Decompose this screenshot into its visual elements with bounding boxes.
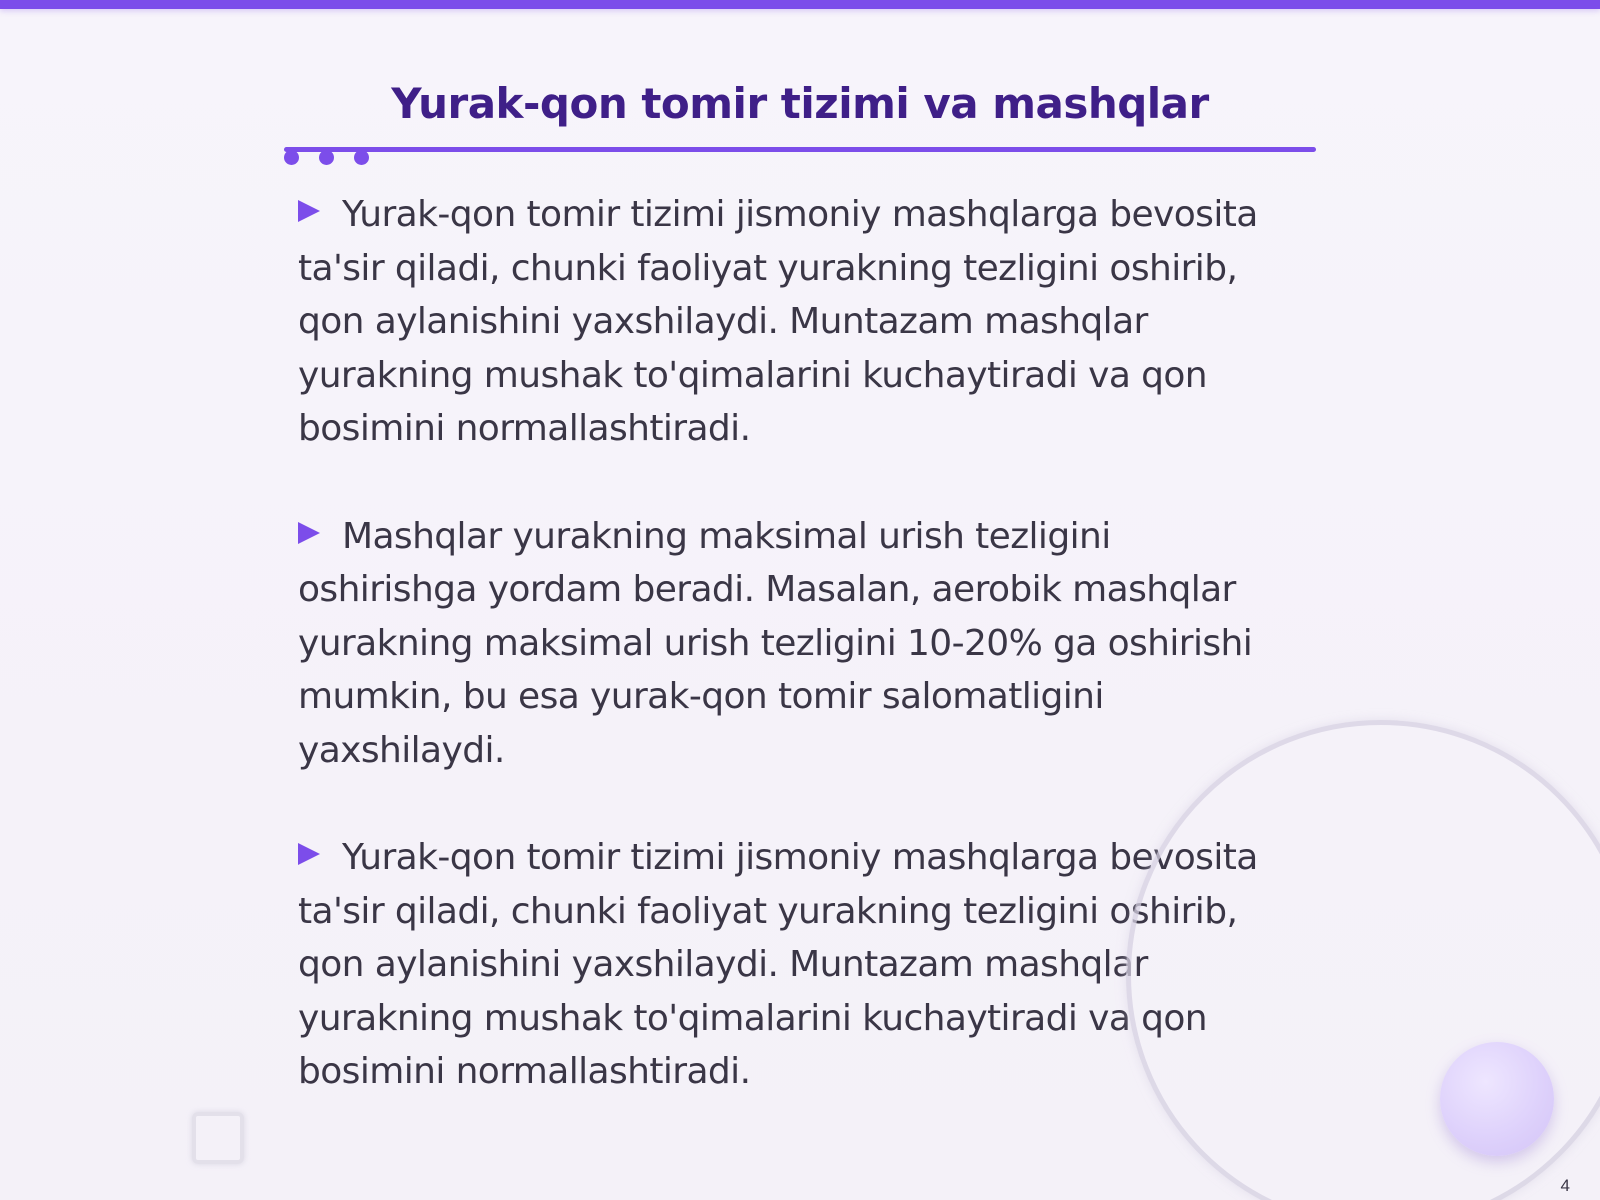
decorative-orb bbox=[1440, 1042, 1554, 1156]
triangle-right-icon bbox=[298, 522, 320, 544]
decorative-square bbox=[192, 1112, 244, 1164]
top-accent-bar bbox=[0, 0, 1600, 9]
dot-icon bbox=[319, 150, 334, 165]
bullet-text: Yurak-qon tomir tizimi jismoniy mashqlarga bevosita ta'sir qiladi, chunki faoliyat yurakning tezligini oshirib, qon aylanishini yaxshilaydi. Muntazam mashqlar yurakning mushak to'qimalarini kuchaytiradi va qon bosimini normallashtiradi. bbox=[298, 837, 1258, 1092]
triangle-right-icon bbox=[298, 200, 320, 222]
dot-icon bbox=[354, 150, 369, 165]
page-number: 4 bbox=[1560, 1176, 1570, 1195]
dot-icon bbox=[284, 150, 299, 165]
bullet-item bbox=[298, 510, 1298, 778]
bullet-text: Mashqlar yurakning maksimal urish tezligini oshirishga yordam beradi. Masalan, aerobik mashqlar yurakning maksimal urish tezligini 10-20% ga oshirishi mumkin, bu esa yurak-qon tomir salomatligini yaxshilaydi. bbox=[298, 515, 1253, 771]
triangle-right-icon bbox=[298, 843, 320, 865]
title-underline bbox=[284, 147, 1316, 152]
bullet-text: Yurak-qon tomir tizimi jismoniy mashqlarga bevosita ta'sir qiladi, chunki faoliyat yurakning tezligini oshirib, qon aylanishini yaxshilaydi. Muntazam mashqlar yurakning mushak to'qimalarini kuchaytiradi va qon bosimini normallashtiradi. bbox=[298, 194, 1258, 449]
slide-title: Yurak-qon tomir tizimi va mashqlar bbox=[391, 79, 1209, 128]
bullet-item bbox=[298, 188, 1298, 456]
decorative-dots bbox=[284, 150, 380, 166]
